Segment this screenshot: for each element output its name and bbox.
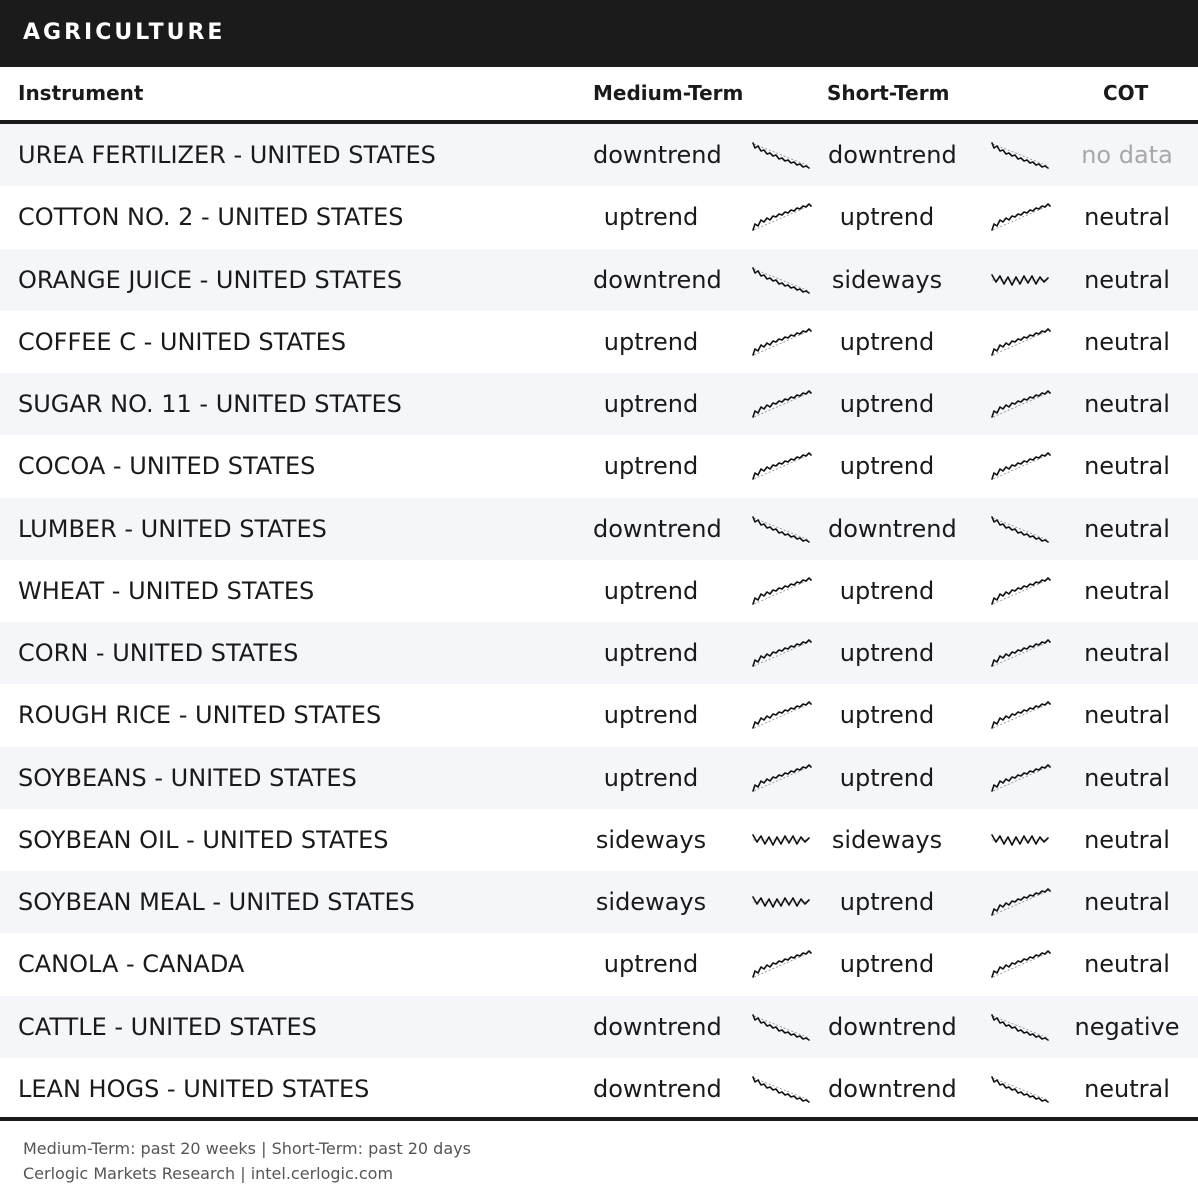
instrument-name: LEAN HOGS - UNITED STATES <box>18 1074 370 1103</box>
cot-status: neutral <box>1084 888 1170 916</box>
table-row <box>0 996 1198 1058</box>
instrument-name: ROUGH RICE - UNITED STATES <box>18 701 382 730</box>
medium-term-sparkline-icon <box>750 825 812 855</box>
table-row <box>0 684 1198 746</box>
short-term-sparkline-icon <box>989 451 1051 481</box>
instrument-name: ORANGE JUICE - UNITED STATES <box>18 265 403 294</box>
cot-status: negative <box>1074 1012 1180 1041</box>
medium-term-sparkline-icon <box>750 202 812 232</box>
instrument-name: WHEAT - UNITED STATES <box>18 576 315 605</box>
column-header-instrument: Instrument <box>18 81 144 105</box>
medium-term-sparkline-icon <box>750 1074 812 1104</box>
table-row <box>0 1058 1198 1120</box>
short-term-trend: sideways <box>831 825 943 854</box>
table-row <box>0 809 1198 871</box>
footer-credit: Cerlogic Markets Research | intel.cerlogic.com <box>23 1164 394 1183</box>
table-row <box>0 933 1198 995</box>
short-term-sparkline-icon <box>989 825 1051 855</box>
medium-term-trend: uptrend <box>603 576 699 605</box>
table-row <box>0 435 1198 497</box>
table-row <box>0 249 1198 311</box>
medium-term-trend: uptrend <box>603 639 699 667</box>
cot-status: neutral <box>1084 701 1170 730</box>
medium-term-trend: uptrend <box>603 950 699 979</box>
short-term-trend: downtrend <box>828 514 957 543</box>
instrument-name: SUGAR NO. 11 - UNITED STATES <box>18 390 402 418</box>
cot-status: neutral <box>1084 327 1170 356</box>
medium-term-sparkline-icon <box>750 514 812 544</box>
medium-term-sparkline-icon <box>750 576 812 606</box>
instrument-name: CANOLA - CANADA <box>18 950 245 979</box>
medium-term-sparkline-icon <box>750 265 812 295</box>
cot-status: neutral <box>1084 452 1170 481</box>
short-term-trend: uptrend <box>839 203 935 232</box>
medium-term-sparkline-icon <box>750 887 812 917</box>
short-term-sparkline-icon <box>989 949 1051 979</box>
instrument-name: CATTLE - UNITED STATES <box>18 1012 317 1041</box>
table-row <box>0 747 1198 809</box>
short-term-sparkline-icon <box>989 389 1051 419</box>
short-term-sparkline-icon <box>989 514 1051 544</box>
instrument-name: COTTON NO. 2 - UNITED STATES <box>18 203 404 232</box>
short-term-sparkline-icon <box>989 576 1051 606</box>
short-term-sparkline-icon <box>989 638 1051 668</box>
medium-term-trend: downtrend <box>593 141 722 169</box>
medium-term-trend: downtrend <box>593 1012 722 1041</box>
short-term-sparkline-icon <box>989 1012 1051 1042</box>
medium-term-sparkline-icon <box>750 763 812 793</box>
column-header-cot: COT <box>1103 81 1149 105</box>
medium-term-sparkline-icon <box>750 389 812 419</box>
short-term-trend: uptrend <box>839 327 935 356</box>
instrument-name: SOYBEAN OIL - UNITED STATES <box>18 825 389 854</box>
instrument-name: COFFEE C - UNITED STATES <box>18 327 347 356</box>
short-term-trend: uptrend <box>839 639 935 667</box>
table-row <box>0 560 1198 622</box>
medium-term-trend: sideways <box>595 888 707 916</box>
instrument-name: SOYBEAN MEAL - UNITED STATES <box>18 888 415 916</box>
table-row <box>0 871 1198 933</box>
short-term-trend: sideways <box>831 265 943 294</box>
short-term-trend: uptrend <box>839 390 935 418</box>
short-term-trend: downtrend <box>828 1074 957 1103</box>
medium-term-trend: downtrend <box>593 514 722 543</box>
cot-status: neutral <box>1084 950 1170 979</box>
medium-term-trend: downtrend <box>593 1074 722 1103</box>
table-row <box>0 124 1198 186</box>
column-header-medium-term: Medium-Term <box>593 81 744 105</box>
medium-term-trend: uptrend <box>603 203 699 232</box>
cot-status: neutral <box>1084 390 1170 418</box>
instrument-name: SOYBEANS - UNITED STATES <box>18 763 357 792</box>
cot-status: neutral <box>1084 265 1170 294</box>
medium-term-sparkline-icon <box>750 451 812 481</box>
section-banner <box>0 0 1198 67</box>
instrument-name: UREA FERTILIZER - UNITED STATES <box>18 141 436 169</box>
cot-status: neutral <box>1084 514 1170 543</box>
section-title: AGRICULTURE <box>23 20 226 45</box>
short-term-sparkline-icon <box>989 327 1051 357</box>
medium-term-trend: uptrend <box>603 390 699 418</box>
short-term-sparkline-icon <box>989 700 1051 730</box>
table-row <box>0 186 1198 248</box>
short-term-sparkline-icon <box>989 265 1051 295</box>
table-row <box>0 498 1198 560</box>
table-row <box>0 373 1198 435</box>
cot-status: neutral <box>1084 203 1170 232</box>
instrument-name: COCOA - UNITED STATES <box>18 452 316 481</box>
short-term-sparkline-icon <box>989 202 1051 232</box>
footer-legend: Medium-Term: past 20 weeks | Short-Term: past 20 days <box>23 1139 471 1158</box>
medium-term-sparkline-icon <box>750 1012 812 1042</box>
short-term-sparkline-icon <box>989 1074 1051 1104</box>
short-term-sparkline-icon <box>989 140 1051 170</box>
medium-term-trend: uptrend <box>603 701 699 730</box>
short-term-trend: uptrend <box>839 950 935 979</box>
short-term-trend: uptrend <box>839 452 935 481</box>
medium-term-trend: uptrend <box>603 452 699 481</box>
medium-term-sparkline-icon <box>750 140 812 170</box>
short-term-sparkline-icon <box>989 763 1051 793</box>
short-term-trend: downtrend <box>828 1012 957 1041</box>
medium-term-sparkline-icon <box>750 949 812 979</box>
short-term-trend: uptrend <box>839 888 935 916</box>
table-row <box>0 311 1198 373</box>
cot-status: no data <box>1081 141 1173 169</box>
short-term-trend: uptrend <box>839 763 935 792</box>
medium-term-trend: sideways <box>595 825 707 854</box>
cot-status: neutral <box>1084 576 1170 605</box>
medium-term-sparkline-icon <box>750 700 812 730</box>
cot-status: neutral <box>1084 763 1170 792</box>
instrument-table <box>0 124 1198 1120</box>
cot-status: neutral <box>1084 825 1170 854</box>
instrument-name: LUMBER - UNITED STATES <box>18 514 327 543</box>
short-term-trend: uptrend <box>839 576 935 605</box>
medium-term-sparkline-icon <box>750 327 812 357</box>
table-row <box>0 622 1198 684</box>
medium-term-trend: downtrend <box>593 265 722 294</box>
footer-divider <box>0 1117 1198 1121</box>
medium-term-sparkline-icon <box>750 638 812 668</box>
instrument-name: CORN - UNITED STATES <box>18 639 299 667</box>
cot-status: neutral <box>1084 639 1170 667</box>
medium-term-trend: uptrend <box>603 763 699 792</box>
short-term-trend: uptrend <box>839 701 935 730</box>
column-header-short-term: Short-Term <box>827 81 950 105</box>
short-term-sparkline-icon <box>989 887 1051 917</box>
cot-status: neutral <box>1084 1074 1170 1103</box>
medium-term-trend: uptrend <box>603 327 699 356</box>
short-term-trend: downtrend <box>828 141 957 169</box>
